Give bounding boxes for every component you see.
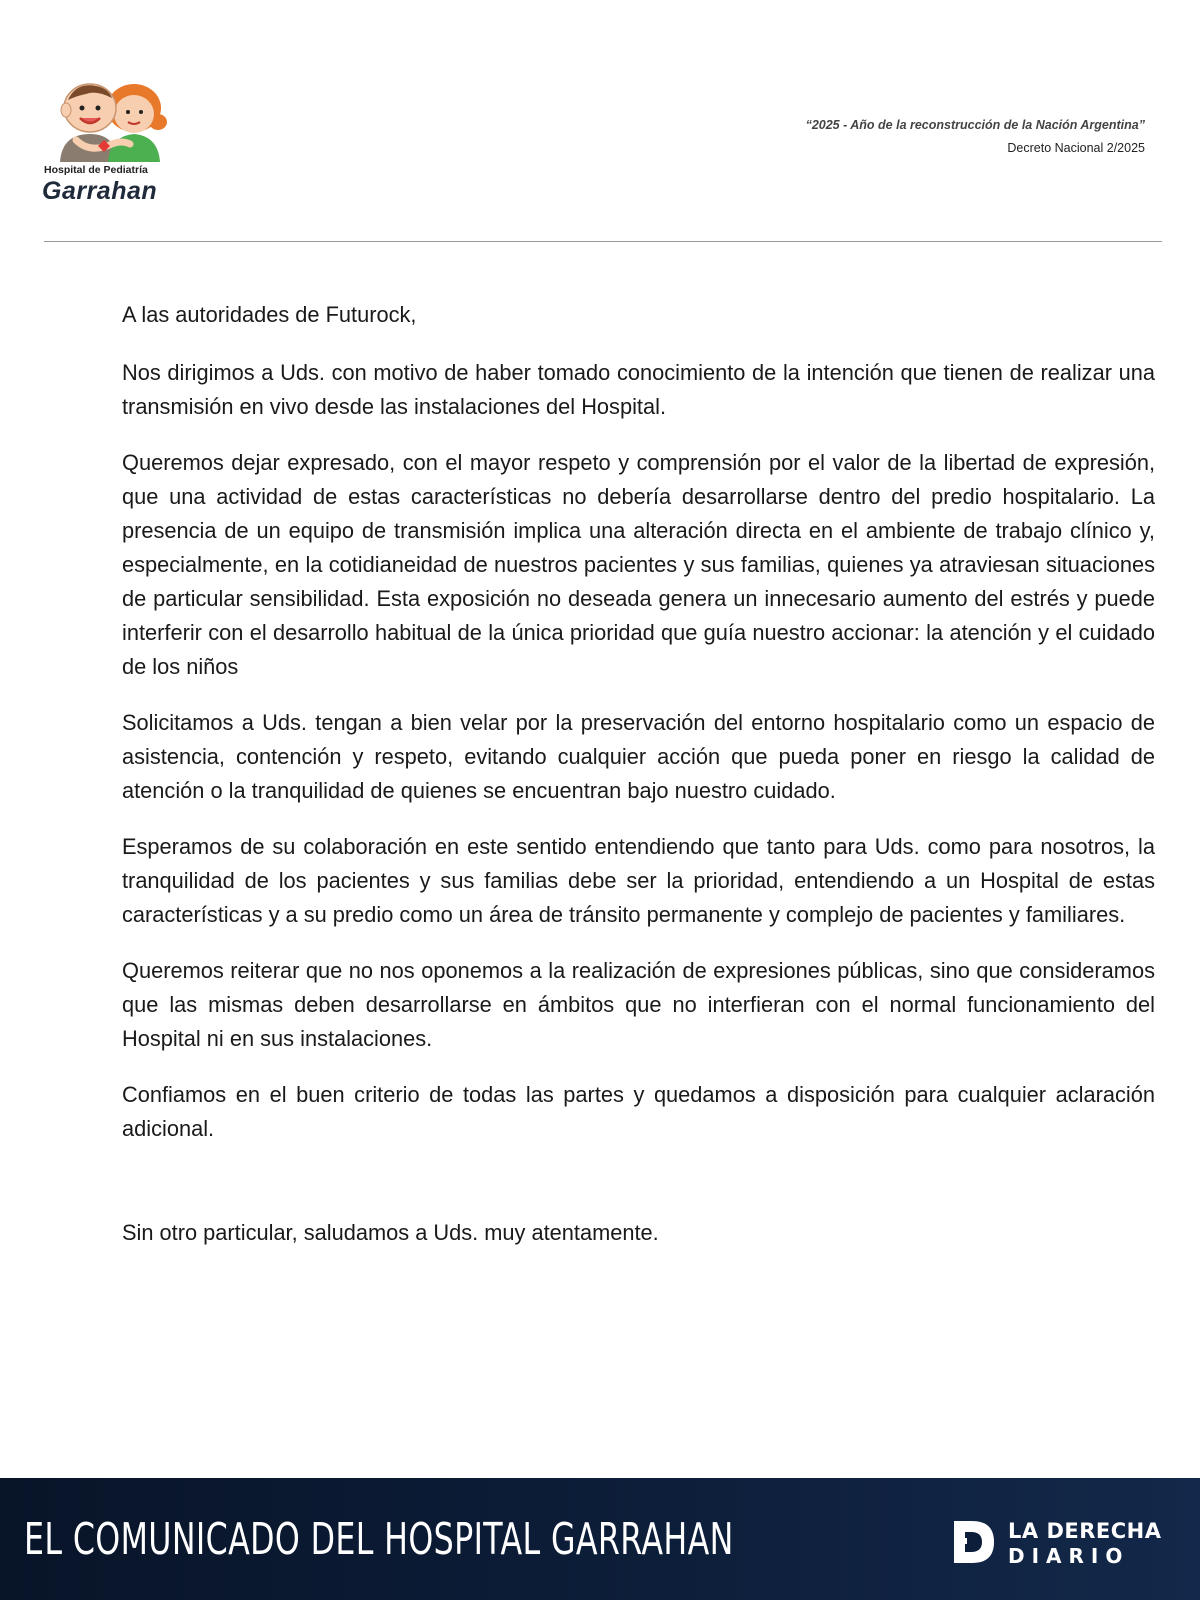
footer-banner (0, 1478, 1200, 1600)
logo-subtitle: Hospital de Pediatría (44, 164, 148, 176)
letter-paragraph: Solicitamos a Uds. tengan a bien velar por la preservación del entorno hospitalario como un espacio de asistencia, contención y respeto, evitando cualquier acción que pueda poner en riesgo la calidad de atención o la tranquilidad de quienes se encuentran bajo nuestro cuidado. (122, 710, 1155, 803)
logo-name: Garrahan (42, 177, 158, 205)
brand-name-line1: LA DERECHA (1008, 1519, 1162, 1543)
header-right (806, 118, 1145, 155)
decree-number: Decreto Nacional 2/2025 (1007, 141, 1145, 155)
letter-paragraph: Confiamos en el buen criterio de todas las partes y quedamos a disposición para cualquier aclaración adicional. (122, 1082, 1155, 1141)
d-letter-logo (950, 1518, 998, 1566)
year-motto: “2025 - Año de la reconstrucción de la Nación Argentina” (805, 118, 1145, 132)
letter-paragraph: Queremos reiterar que no nos oponemos a la realización de expresiones públicas, sino que consideramos que las mismas deben desarrollarse en ámbitos que no interfieran con el normal funcionamiento del Hospital ni en sus instalaciones. (122, 958, 1155, 1051)
header-divider (44, 241, 1162, 242)
letter-greeting: A las autoridades de Futurock, (122, 302, 417, 327)
brand-name-line2: DIARIO (1008, 1544, 1130, 1568)
letter-closing: Sin otro particular, saludamos a Uds. muy atentamente. (122, 1220, 659, 1245)
letter-paragraph: Queremos dejar expresado, con el mayor respeto y comprensión por el valor de la libertad de expresión, que una actividad de estas características no debería desarrollarse dentro del predio hospitalario. La presencia de un equipo de transmisión implica una alteración directa en el ambiente de trabajo clínico y, especialmente, en la cotidianeidad de nuestros pacientes y sus familias, quienes ya atraviesan situaciones de particular sensibilidad. Esta exposición no deseada genera un innecesario aumento del estrés y puede interferir con el desarrollo habitual de la única prioridad que guía nuestro accionar: la atención y el cuidado de los niños (122, 450, 1155, 679)
two-children-hugging-logo (46, 78, 171, 164)
letter-paragraph: Nos dirigimos a Uds. con motivo de haber tomado conocimiento de la intención que tienen de realizar una transmisión en vivo desde las instalaciones del Hospital. (122, 360, 1155, 419)
brand-logo (950, 1518, 1160, 1566)
letter-paragraph: Esperamos de su colaboración en este sentido entendiendo que tanto para Uds. como para nosotros, la tranquilidad de los pacientes y sus familias debe ser la prioridad, entendiendo a un Hospital de estas características y a su predio como un área de tránsito permanente y complejo de pacientes y familiares. (122, 834, 1155, 927)
footer-title: EL COMUNICADO DEL HOSPITAL GARRAHAN (24, 1514, 734, 1565)
hospital-logo (40, 78, 180, 208)
letter-body (122, 298, 1155, 1272)
